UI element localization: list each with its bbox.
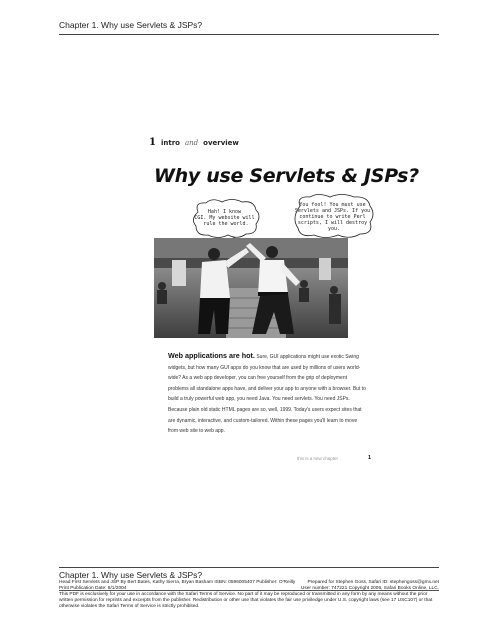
intro-lead: Web applications are hot. <box>168 351 255 360</box>
chapter-word-overview: overview <box>203 139 239 147</box>
bubble-left-line: Hah! I know <box>207 209 242 215</box>
bubble-right-line: Servlets and JSPs. If you <box>294 208 371 214</box>
footer-prepared-for: Prepared for Stephen Goss, Safari ID: stephengoss@gmx.net <box>307 580 439 585</box>
footer-notice-line: This PDF is exclusively for your use in accordance with the Safari Terms of Service. No part of it may be reproduced or transmitted in any form by any means without the prior <box>59 592 428 597</box>
footer-book-info: Head First Servlets and JSP By Bert Bates, Kathy Sierra, Bryan Basham ISBN: 0596005407 Publisher: O'Reilly <box>59 580 296 585</box>
footer-thin-rule <box>59 590 439 591</box>
intro-paragraph <box>168 351 368 437</box>
intro-text: Sure, GUI applications might use exotic Swing widgets, but how many GUI apps do you know that are used by millions of users world-wide? As a web app developer, you can free yourself from the grip of deployment problems all standalone apps have, and deliver your app to anyone with a browser. But to build a truly powerful web app, you need Java. You need servlets. You need JSPs. Because plain old static HTML pages are so, well, 1999. Today's users expect sites that are dynamic, interactive, and custom-tailored. Within these pages you'll learn to move from web site to web app. <box>168 354 366 435</box>
page-title: Why use Servlets & JSPs? <box>154 165 419 187</box>
chapter-banner <box>149 137 239 148</box>
footer-notice-line: written permission for reprints and excerpts from the publisher. Redistribution or other use that violates the fair use priviledge under U.S. copyright laws (see 17 USC107) or that <box>59 598 433 603</box>
running-header: Chapter 1. Why use Servlets & JSPs? <box>59 20 203 30</box>
footer-publication-date: Print Publication Date: 8/1/2004 <box>59 586 127 591</box>
header-rule <box>59 34 439 35</box>
bubble-right-line: You fool! You must use <box>299 202 366 208</box>
bubble-right-line: scripts, I will destroy <box>297 220 368 226</box>
wall-banner <box>172 260 186 286</box>
bubble-left-line: CGI. My website will <box>194 215 255 221</box>
bubble-right-line: continue to write Perl <box>299 214 366 220</box>
footer-title: Chapter 1. Why use Servlets & JSPs? <box>59 570 203 580</box>
bubble-right-line: you. <box>327 226 341 232</box>
footer-rule <box>59 567 439 568</box>
bubble-left-line: rule the world. <box>203 221 249 227</box>
chapter-number: 1 <box>149 137 156 148</box>
chapter-word-and: and <box>184 139 199 147</box>
chapter-word-intro: intro <box>160 139 180 147</box>
martial-arts-photo <box>154 238 348 338</box>
page-number: 1 <box>368 455 372 461</box>
wall-banner <box>319 258 331 280</box>
page-footnote: this is a new chapter <box>297 456 339 461</box>
footer-notice-line: otherwise violates the Safari Terms of Service is strictly prohibited. <box>59 604 200 609</box>
footer-copyright: User number: 747221 Copyright 2006, Safari Books Online, LLC. <box>300 586 439 591</box>
